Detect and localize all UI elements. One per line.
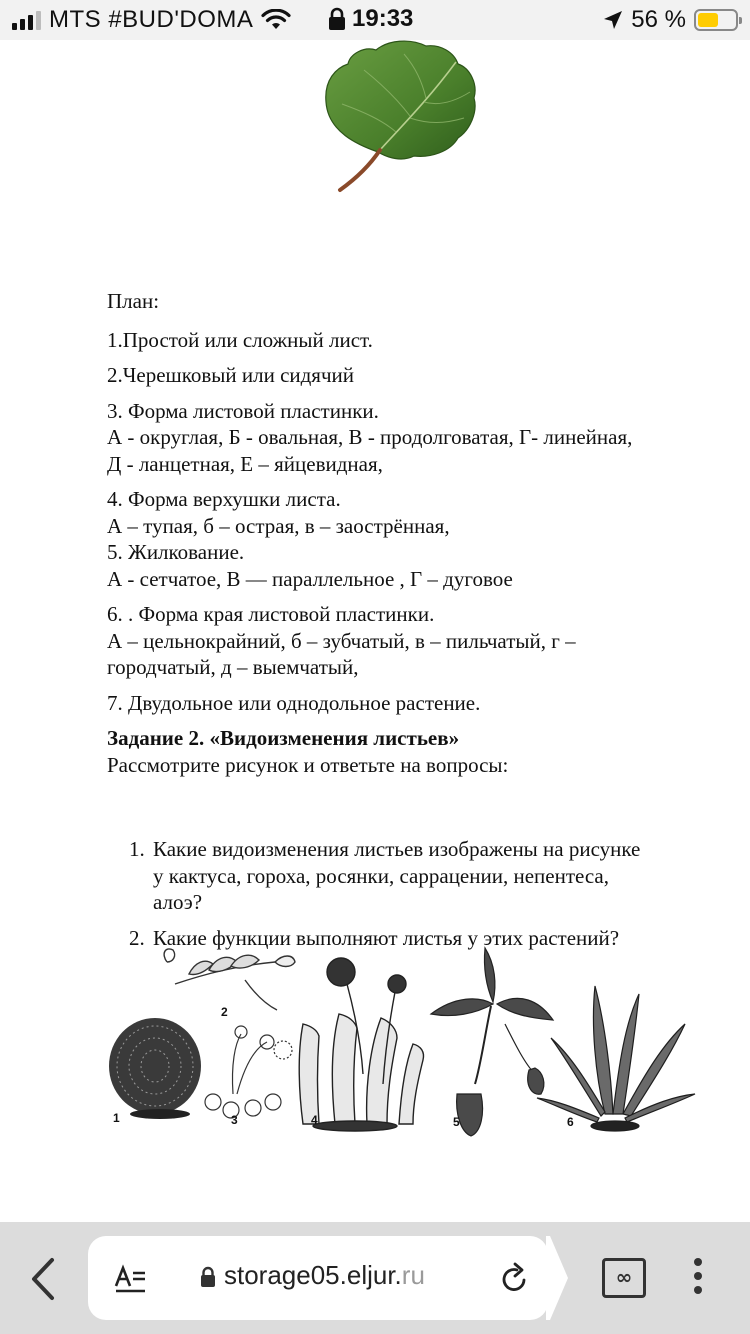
sarracenia-drawing xyxy=(299,958,423,1131)
status-right xyxy=(603,6,738,34)
tabs-button[interactable] xyxy=(602,1258,646,1298)
pea-drawing xyxy=(164,949,295,1010)
wifi-icon xyxy=(261,9,291,31)
plan-item-3-options-cont: Д - ланцетная, Е – яйцевидная, xyxy=(107,451,383,476)
lock-icon xyxy=(328,7,346,31)
plan-item-2: 2.Черешковый или сидячий xyxy=(107,363,355,387)
battery-fill xyxy=(698,13,718,27)
task-title: Задание 2. «Видоизменения листьев» xyxy=(107,726,460,750)
question-text: алоэ? xyxy=(153,890,203,914)
question-text: у кактуса, гороха, росянки, саррацении, непентеса, xyxy=(153,863,609,888)
cactus-drawing xyxy=(109,1018,201,1119)
figure-label-6: 6 xyxy=(567,1115,574,1129)
plan-item-4: 4. Форма верхушки листа. xyxy=(107,487,341,511)
plan-title: План: xyxy=(107,289,160,313)
question-text: Какие функции выполняют листья у этих растений? xyxy=(153,925,620,950)
reload-icon[interactable] xyxy=(500,1262,530,1294)
status-bar xyxy=(0,0,750,40)
leaf-modifications-figure xyxy=(105,944,700,1144)
address-bar[interactable] xyxy=(88,1236,548,1320)
task-instruction: Рассмотрите рисунок и ответьте на вопросы: xyxy=(107,752,509,777)
location-arrow-icon xyxy=(603,10,623,30)
status-center xyxy=(328,5,413,33)
leaf-image xyxy=(318,40,488,196)
carrier-name: MTS #BUD'DOMA xyxy=(49,6,254,33)
aloe-drawing xyxy=(537,986,695,1131)
plan-item-3: 3. Форма листовой пластинки. xyxy=(107,398,379,423)
plan-item-5-options: А - сетчатое, В — параллельное , Г – дуговое xyxy=(107,566,513,591)
tabs-icon: ∞ xyxy=(615,1265,633,1289)
url-host: storage05.eljur. xyxy=(224,1260,402,1290)
question-item xyxy=(129,836,707,916)
plan-item-4-options: А – тупая, б – острая, в – заострённая, xyxy=(107,513,450,538)
lock-icon xyxy=(200,1266,216,1288)
figure-label-1: 1 xyxy=(113,1111,120,1125)
address-bar-pointer xyxy=(546,1236,570,1320)
nepenthes-drawing xyxy=(431,948,553,1136)
plan-item-3-options: А - округлая, Б - овальная, В - продолговатая, Г- линейная, xyxy=(107,425,633,449)
status-left xyxy=(12,6,291,34)
browser-toolbar xyxy=(0,1222,750,1334)
plan-item-1: 1.Простой или сложный лист. xyxy=(107,327,373,352)
question-list xyxy=(107,836,707,951)
plan-item-6-options-cont: городчатый, д – выемчатый, xyxy=(107,655,359,679)
signal-icon xyxy=(12,10,41,30)
figure-label-2: 2 xyxy=(221,1005,228,1019)
reader-mode-icon[interactable] xyxy=(114,1264,146,1294)
back-chevron-icon[interactable] xyxy=(24,1256,64,1302)
plan-item-6-options: А – цельнокрайний, б – зубчатый, в – пильчатый, г – xyxy=(107,628,576,653)
battery-percent: 56 % xyxy=(631,6,686,33)
figure-label-4: 4 xyxy=(311,1113,318,1127)
plan-item-5: 5. Жилкование. xyxy=(107,540,245,564)
url-text[interactable] xyxy=(224,1260,425,1291)
question-number: 2. xyxy=(129,925,145,950)
figure-label-3: 3 xyxy=(231,1113,238,1127)
battery-icon xyxy=(694,9,738,31)
clock: 19:33 xyxy=(352,5,414,32)
url-tld: ru xyxy=(401,1260,425,1290)
plan-item-7: 7. Двудольное или однодольное растение. xyxy=(107,690,481,715)
plan-item-6: 6. . Форма края листовой пластинки. xyxy=(107,602,435,626)
document-content xyxy=(107,288,707,951)
sundew-drawing xyxy=(205,1026,292,1118)
question-number: 1. xyxy=(129,837,145,861)
question-text: Какие видоизменения листьев изображены на рисунке xyxy=(153,837,641,861)
more-menu-icon[interactable] xyxy=(688,1258,708,1302)
figure-label-5: 5 xyxy=(453,1115,460,1129)
